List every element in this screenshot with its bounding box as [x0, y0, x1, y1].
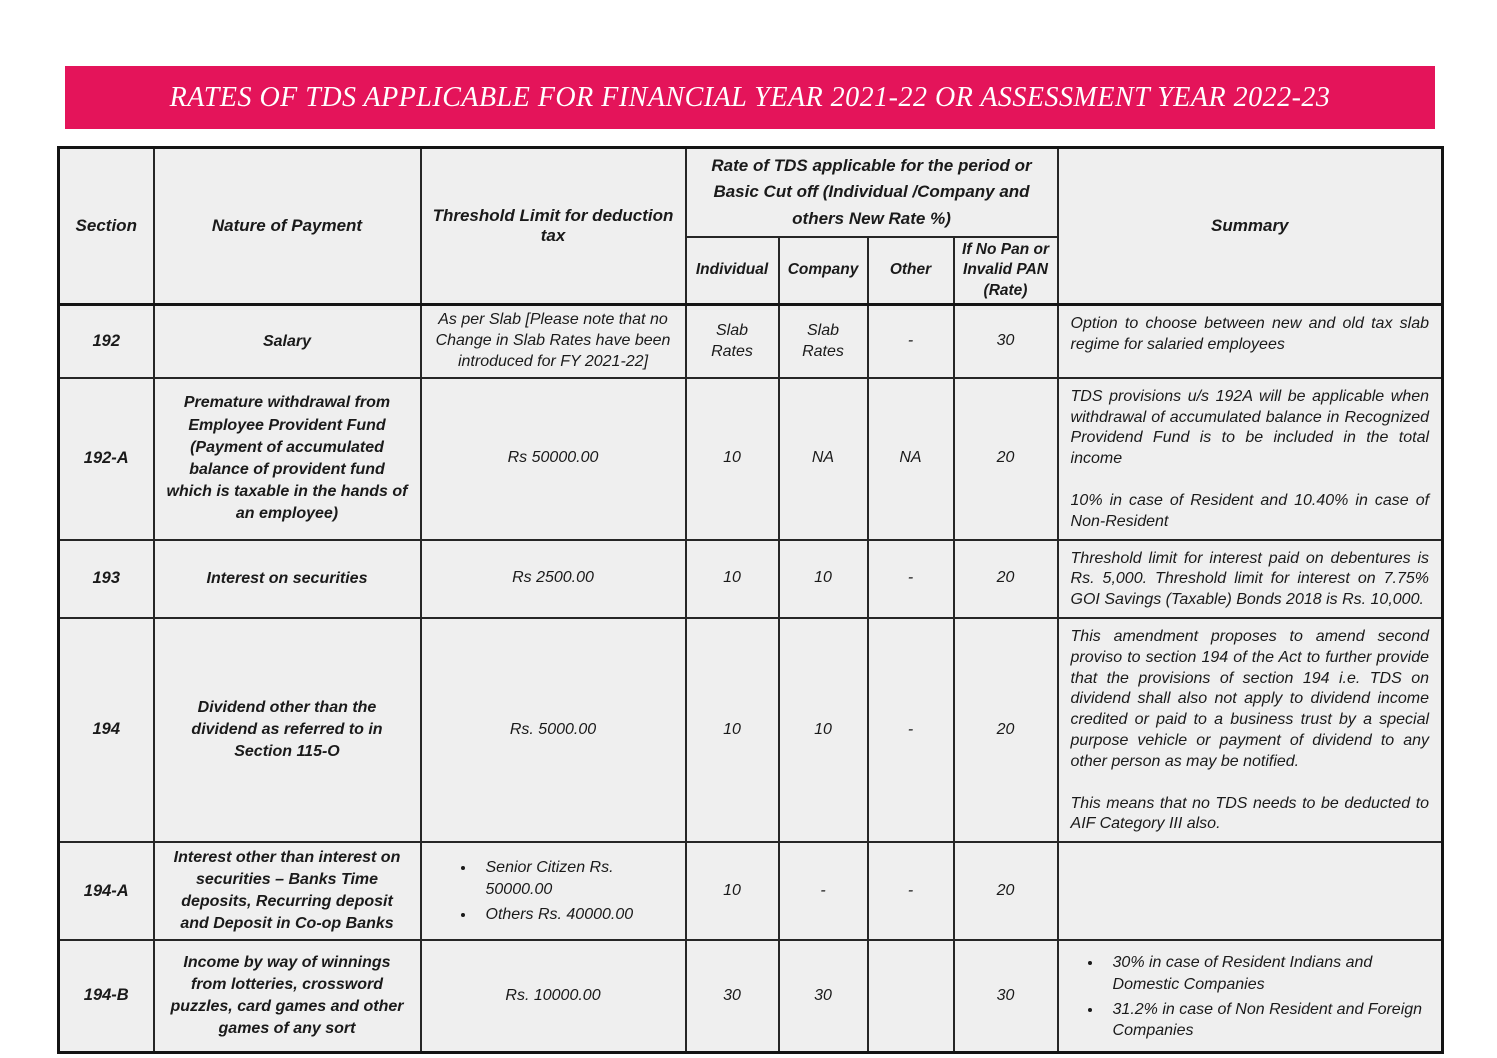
- table-row-192: [59, 305, 1443, 378]
- rate-no-pan-cell: 20: [954, 540, 1058, 618]
- header-individual: Individual: [686, 237, 779, 305]
- summary-cell: [1058, 842, 1443, 940]
- rate-other-cell: -: [868, 842, 954, 940]
- rate-no-pan-cell: 30: [954, 940, 1058, 1052]
- section-cell: 192-A: [59, 378, 154, 540]
- threshold-cell: As per Slab [Please note that no Change in Slab Rates have been introduced for FY 2021-22]: [421, 305, 686, 378]
- rate-individual-cell: 10: [686, 842, 779, 940]
- nature-cell: Income by way of winnings from lotteries, crossword puzzles, card games and other games of any sort: [154, 940, 421, 1052]
- threshold-cell: Rs. 5000.00: [421, 618, 686, 842]
- nature-cell: Salary: [154, 305, 421, 378]
- rate-individual-cell: [686, 305, 779, 378]
- rate-other-cell: -: [868, 305, 954, 378]
- threshold-cell: [421, 842, 686, 940]
- summary-cell: [1058, 618, 1443, 842]
- summary-paragraph: TDS provisions u/s 192A will be applicable when withdrawal of accumulated balance in Recognized Providend Fund is to be included in the total income: [1070, 387, 1430, 468]
- rate-individual-cell: 10: [686, 618, 779, 842]
- nature-cell: Interest on securities: [154, 540, 421, 618]
- threshold-bullet: • Others Rs. 40000.00: [476, 904, 671, 926]
- rate-company-cell: NA: [779, 378, 868, 540]
- summary-bullet: • 31.2% in case of Non Resident and Foreign Companies: [1103, 999, 1430, 1042]
- summary-cell: [1058, 378, 1443, 540]
- header-row-top: [59, 148, 1443, 238]
- rate-no-pan-cell: 20: [954, 378, 1058, 540]
- rate-no-pan-cell: 20: [954, 842, 1058, 940]
- header-no-pan: If No Pan or Invalid PAN (Rate): [954, 237, 1058, 305]
- header-nature-of-payment: Nature of Payment: [154, 148, 421, 305]
- section-cell: 194: [59, 618, 154, 842]
- rate-no-pan-cell: 20: [954, 618, 1058, 842]
- header-section: Section: [59, 148, 154, 305]
- header-company: Company: [779, 237, 868, 305]
- rate-individual-cell: 10: [686, 378, 779, 540]
- header-rate-group: Rate of TDS applicable for the period or Basic Cut off (Individual /Company and others New Rate %): [686, 148, 1058, 238]
- section-cell: 193: [59, 540, 154, 618]
- rate-company-cell: Slab Rates: [779, 305, 868, 378]
- threshold-bullet-list: [436, 857, 671, 925]
- table-row-194: [59, 618, 1443, 842]
- rate-company-cell: -: [779, 842, 868, 940]
- rate-other-cell: [868, 940, 954, 1052]
- summary-paragraph: This amendment proposes to amend second proviso to section 194 of the Act to further provide that the provisions of section 194 i.e. TDS on dividend shall also not apply to dividend income credited or paid to a business trust by a special purpose vehicle or payment of dividend to any other person as may be notified.: [1070, 627, 1430, 770]
- threshold-bullet: • Senior Citizen Rs. 50000.00: [476, 857, 671, 900]
- table-row-192-A: [59, 378, 1443, 540]
- header-summary: Summary: [1058, 148, 1443, 305]
- summary-bullet: • 30% in case of Resident Indians and Domestic Companies: [1103, 952, 1430, 995]
- rate-other-cell: -: [868, 540, 954, 618]
- threshold-cell: Rs 2500.00: [421, 540, 686, 618]
- summary-cell: [1058, 540, 1443, 618]
- header-threshold-limit: Threshold Limit for deduction tax: [421, 148, 686, 305]
- summary-cell: [1058, 940, 1443, 1052]
- rate-no-pan-cell: 30: [954, 305, 1058, 378]
- summary-paragraph: Threshold limit for interest paid on debentures is Rs. 5,000. Threshold limit for interest on 7.75% GOI Savings (Taxable) Bonds 2018 is Rs. 10,000.: [1070, 549, 1430, 609]
- rate-other-cell: NA: [868, 378, 954, 540]
- title-banner: [65, 66, 1435, 129]
- threshold-cell: Rs 50000.00: [421, 378, 686, 540]
- section-cell: 192: [59, 305, 154, 378]
- rate-individual-cell: 10: [686, 540, 779, 618]
- rate-company-cell: 10: [779, 618, 868, 842]
- nature-cell: Interest other than interest on securities – Banks Time deposits, Recurring deposit and Deposit in Co-op Banks: [154, 842, 421, 940]
- section-cell: 194-B: [59, 940, 154, 1052]
- table-row-194-B: [59, 940, 1443, 1052]
- summary-paragraph: This means that no TDS needs to be deducted to AIF Category III also.: [1070, 794, 1430, 833]
- summary-cell: [1058, 305, 1443, 378]
- summary-paragraph: Option to choose between new and old tax slab regime for salaried employees: [1070, 315, 1430, 354]
- rate-individual-value: Slab Rates: [711, 321, 753, 360]
- rate-individual-cell: 30: [686, 940, 779, 1052]
- header-other: Other: [868, 237, 954, 305]
- rate-other-cell: -: [868, 618, 954, 842]
- section-cell: 194-A: [59, 842, 154, 940]
- table-header: [59, 148, 1443, 305]
- page-title: RATES OF TDS APPLICABLE FOR FINANCIAL YEAR 2021-22 OR ASSESSMENT YEAR 2022-23: [169, 81, 1331, 113]
- rate-company-cell: 30: [779, 940, 868, 1052]
- table-row-194-A: [59, 842, 1443, 940]
- table-row-193: [59, 540, 1443, 618]
- rate-company-cell: 10: [779, 540, 868, 618]
- summary-paragraph: 10% in case of Resident and 10.40% in case of Non-Resident: [1070, 491, 1430, 530]
- nature-cell: Dividend other than the dividend as referred to in Section 115-O: [154, 618, 421, 842]
- tds-rates-table: [57, 146, 1444, 1054]
- summary-bullet-list: [1071, 952, 1430, 1041]
- threshold-cell: Rs. 10000.00: [421, 940, 686, 1052]
- nature-cell: Premature withdrawal from Employee Provident Fund (Payment of accumulated balance of provident fund which is taxable in the hands of an employee): [154, 378, 421, 540]
